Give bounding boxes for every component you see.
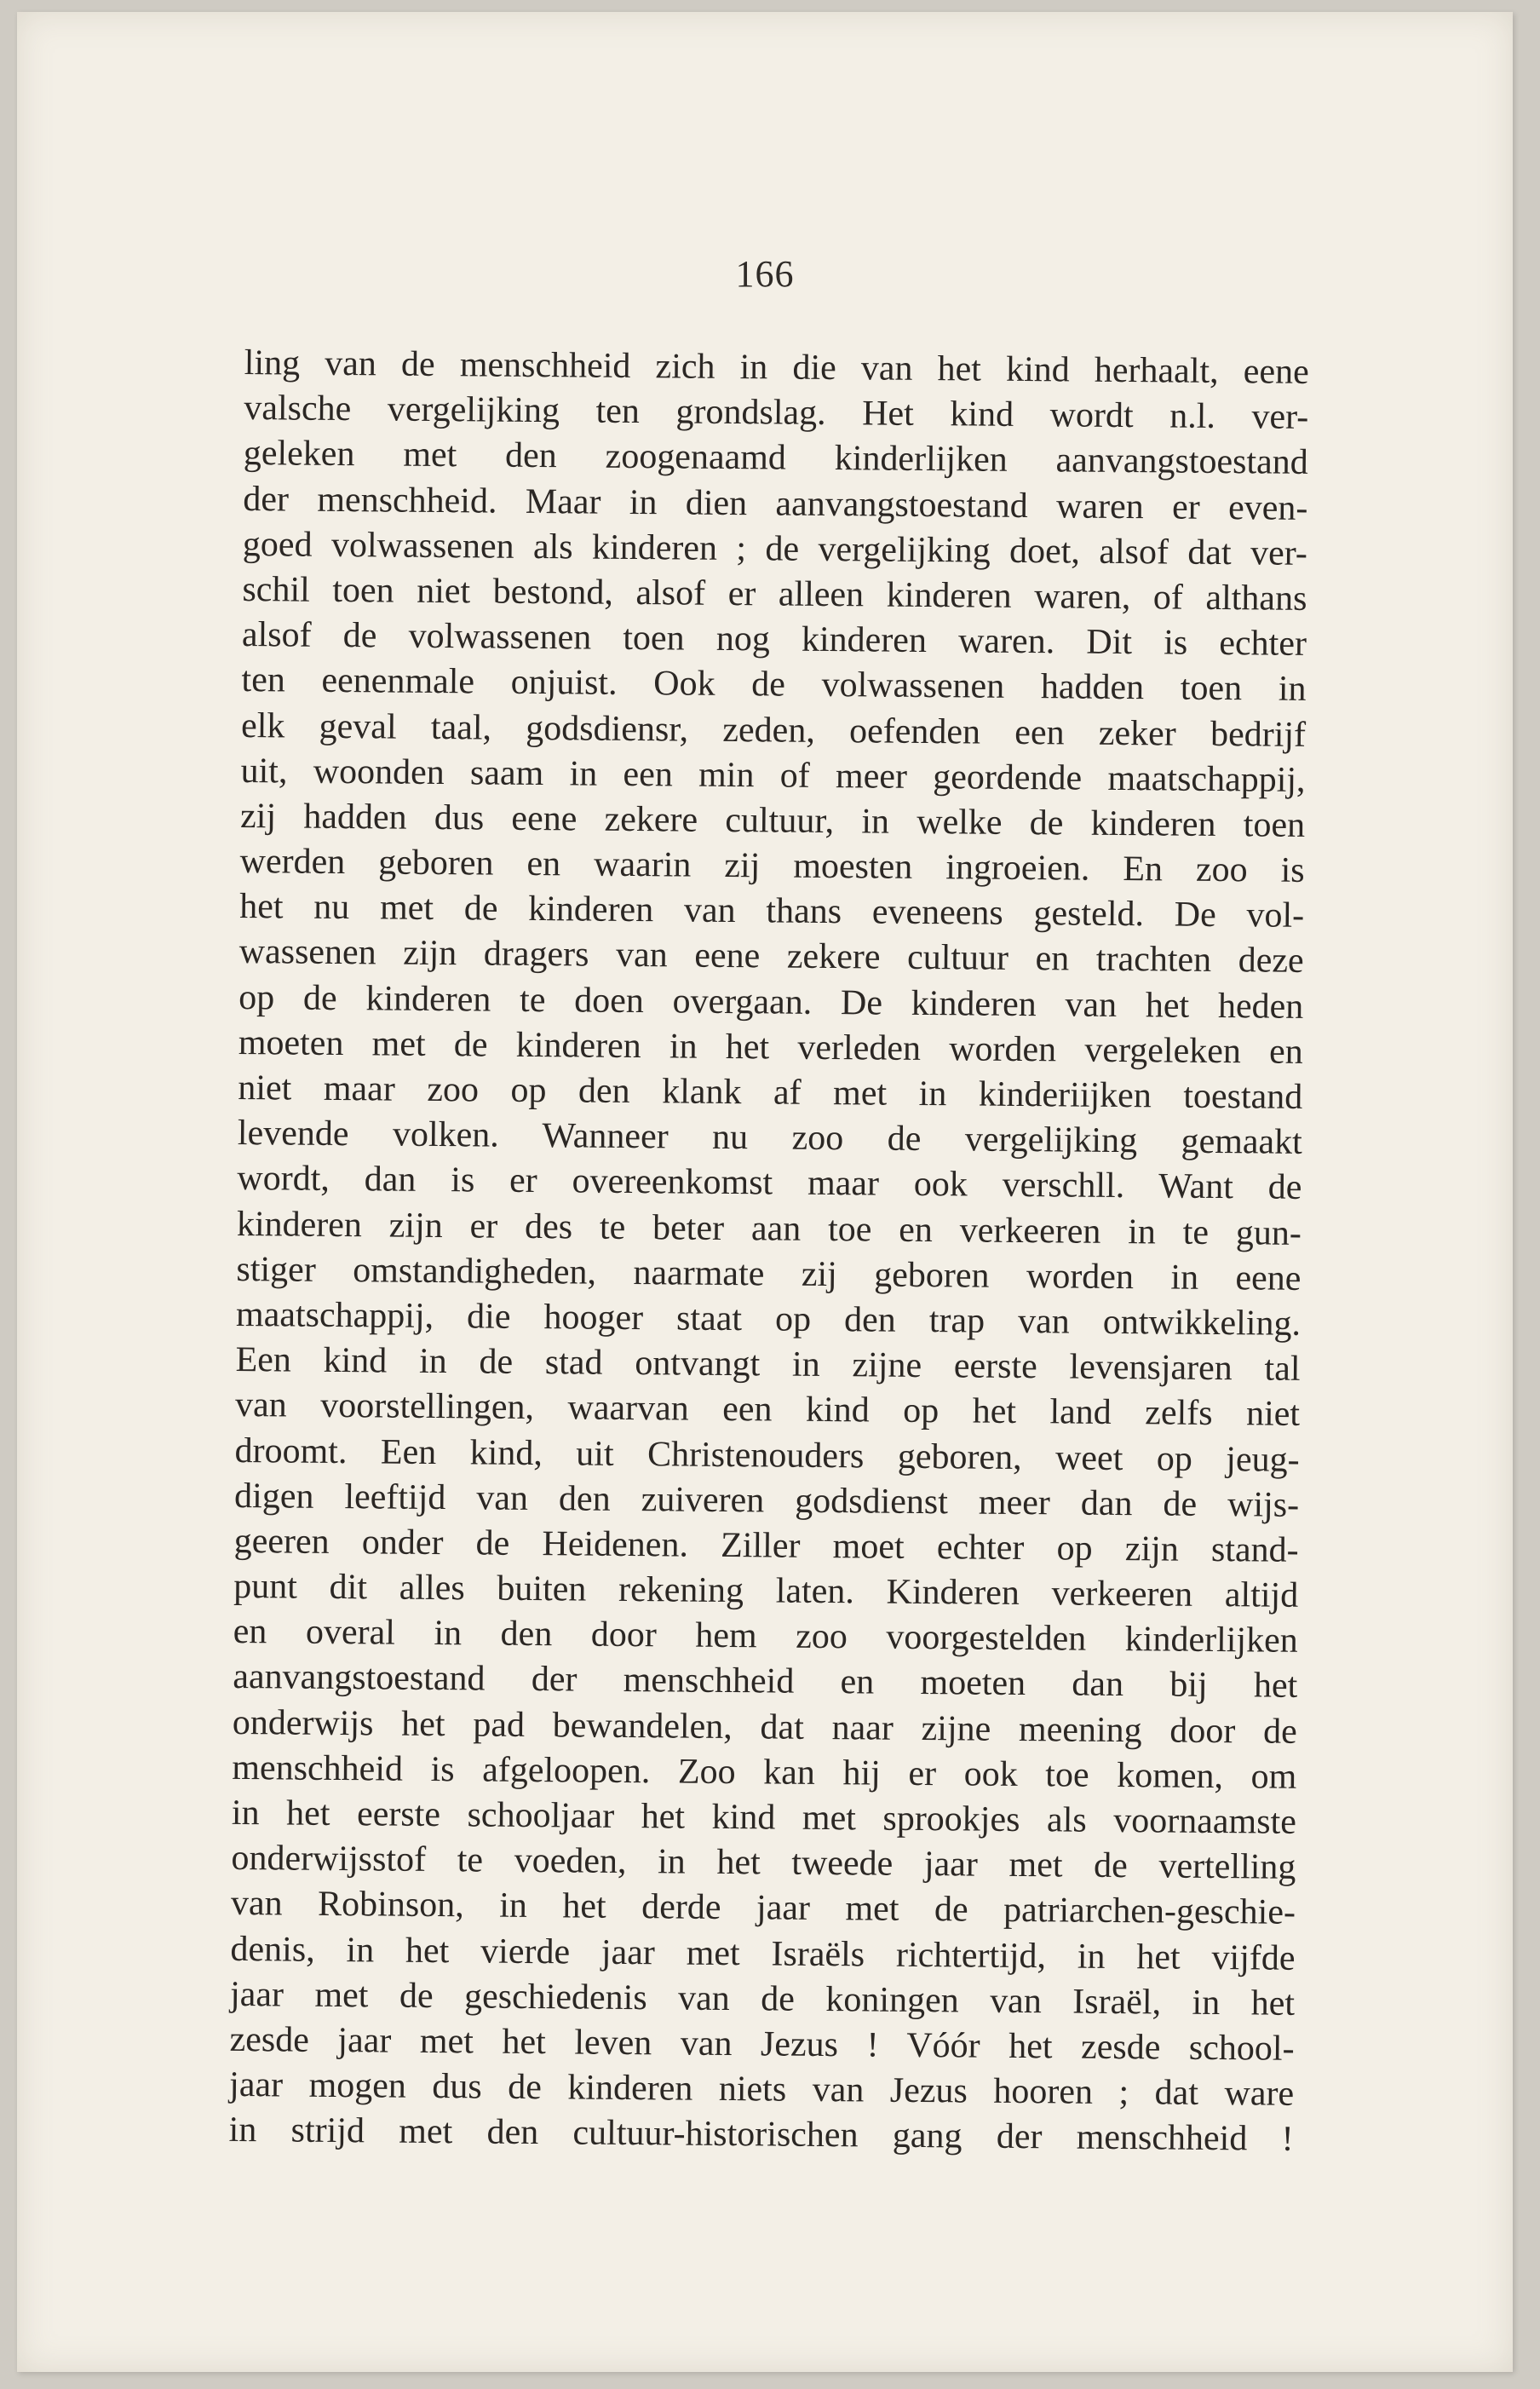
text-line: het nu met de kinderen van thans eveneens gesteld. De vol- (239, 887, 1305, 936)
text-line: denis, in het vierde jaar met Israëls richtertijd, in het vijfde (230, 1929, 1296, 1978)
text-line: elk geval taal, godsdiensr, zeden, oefenden een zeker bedrijf (240, 705, 1307, 755)
text-line: en overal in den door hem zoo voorgestelden kinderlijken (233, 1612, 1298, 1661)
text-line: punt dit alles buiten rekening laten. Kinderen verkeeren altijd (233, 1567, 1299, 1615)
text-line: schil toen niet bestond, alsof er alleen kinderen waren, of althans (242, 569, 1307, 619)
text-line: levende volken. Wanneer nu zoo de vergelijking gemaakt (237, 1114, 1303, 1163)
text-line: stiger omstandigheden, naarmate zij geboren worden in eene (236, 1249, 1302, 1298)
text-line: uit, woonden saam in een min of meer geordende maatschappij, (240, 751, 1306, 800)
text-line: moeten met de kinderen in het verleden worden vergeleken en (238, 1022, 1303, 1072)
text-line: valsche vergelijking ten grondslag. Het kind wordt n.l. ver- (244, 389, 1309, 438)
text-line: der menschheid. Maar in dien aanvangstoestand waren er even- (243, 479, 1308, 528)
text-line: droomt. Een kind, uit Christenouders geboren, weet op jeug- (234, 1431, 1300, 1480)
text-line: digen leeftijd van den zuiveren godsdienst meer dan de wijs- (233, 1476, 1300, 1525)
text-line: jaar met de geschiedenis van de koningen van Israël, in het (229, 1974, 1296, 2023)
text-line: zij hadden dus eene zekere cultuur, in welke de kinderen toen (239, 796, 1306, 845)
text-line: jaar mogen dus de kinderen niets van Jezus hooren ; dat ware (228, 2065, 1295, 2114)
text-line: alsof de volwassenen toen nog kinderen waren. Dit is echter (241, 615, 1307, 665)
text-line: zesde jaar met het leven van Jezus ! Vóór het zesde school- (229, 2019, 1295, 2069)
page-number: 166 (735, 253, 795, 295)
text-line: van voorstellingen, waarvan een kind op het land zelfs niet (234, 1385, 1301, 1435)
text-line: Een kind in de stad ontvangt in zijne eerste levensjaren tal (235, 1340, 1301, 1389)
text-line: wassenen zijn dragers van eene zekere cultuur en trachten deze (238, 932, 1304, 982)
text-line: goed volwassenen als kinderen ; de vergelijking doet, alsof dat ver- (242, 524, 1308, 573)
text-line: onderwijs het pad bewandelen, dat naar zijne meening door de (232, 1702, 1298, 1752)
text-line: van Robinson, in het derde jaar met de patriarchen-geschie- (230, 1884, 1296, 1933)
text-line: werden geboren en waarin zij moesten ingroeien. En zoo is (239, 842, 1305, 890)
text-line: op de kinderen te doen overgaan. De kinderen van het heden (238, 977, 1304, 1027)
text-line: geeren onder de Heidenen. Ziller moet echter op zijn stand- (233, 1521, 1299, 1570)
body-text (228, 341, 1309, 2162)
text-line: ling van de menschheid zich in die van het kind herhaalt, eene (244, 343, 1309, 392)
text-line: ten eenenmale onjuist. Ook de volwassenen hadden toen in (241, 660, 1307, 710)
text-line: geleken met den zoogenaamd kinderlijken aanvangstoestand (243, 434, 1308, 483)
text-line: in het eerste schooljaar het kind met sprookjes als voornaamste (231, 1793, 1297, 1842)
text-line: wordt, dan is er overeenkomst maar ook verschll. Want de (237, 1159, 1302, 1208)
text-line: niet maar zoo op den klank af met in kinderiijken toestand (238, 1068, 1303, 1117)
text-line: onderwijsstof te voeden, in het tweede jaar met de vertelling (231, 1839, 1296, 1888)
text-line: kinderen zijn er des te beter aan toe en verkeeren in te gun- (236, 1204, 1302, 1253)
page-sheet (17, 12, 1513, 2372)
text-line: menschheid is afgeloopen. Zoo kan hij er ook toe komen, om (232, 1747, 1297, 1797)
text-line: maatschappij, die hooger staat op den trap van ontwikkeling. (235, 1294, 1302, 1344)
text-line: aanvangstoestand der menschheid en moeten dan bij het (233, 1657, 1298, 1707)
text-line: in strijd met den cultuur-historischen gang der menschheid ! (228, 2110, 1294, 2160)
